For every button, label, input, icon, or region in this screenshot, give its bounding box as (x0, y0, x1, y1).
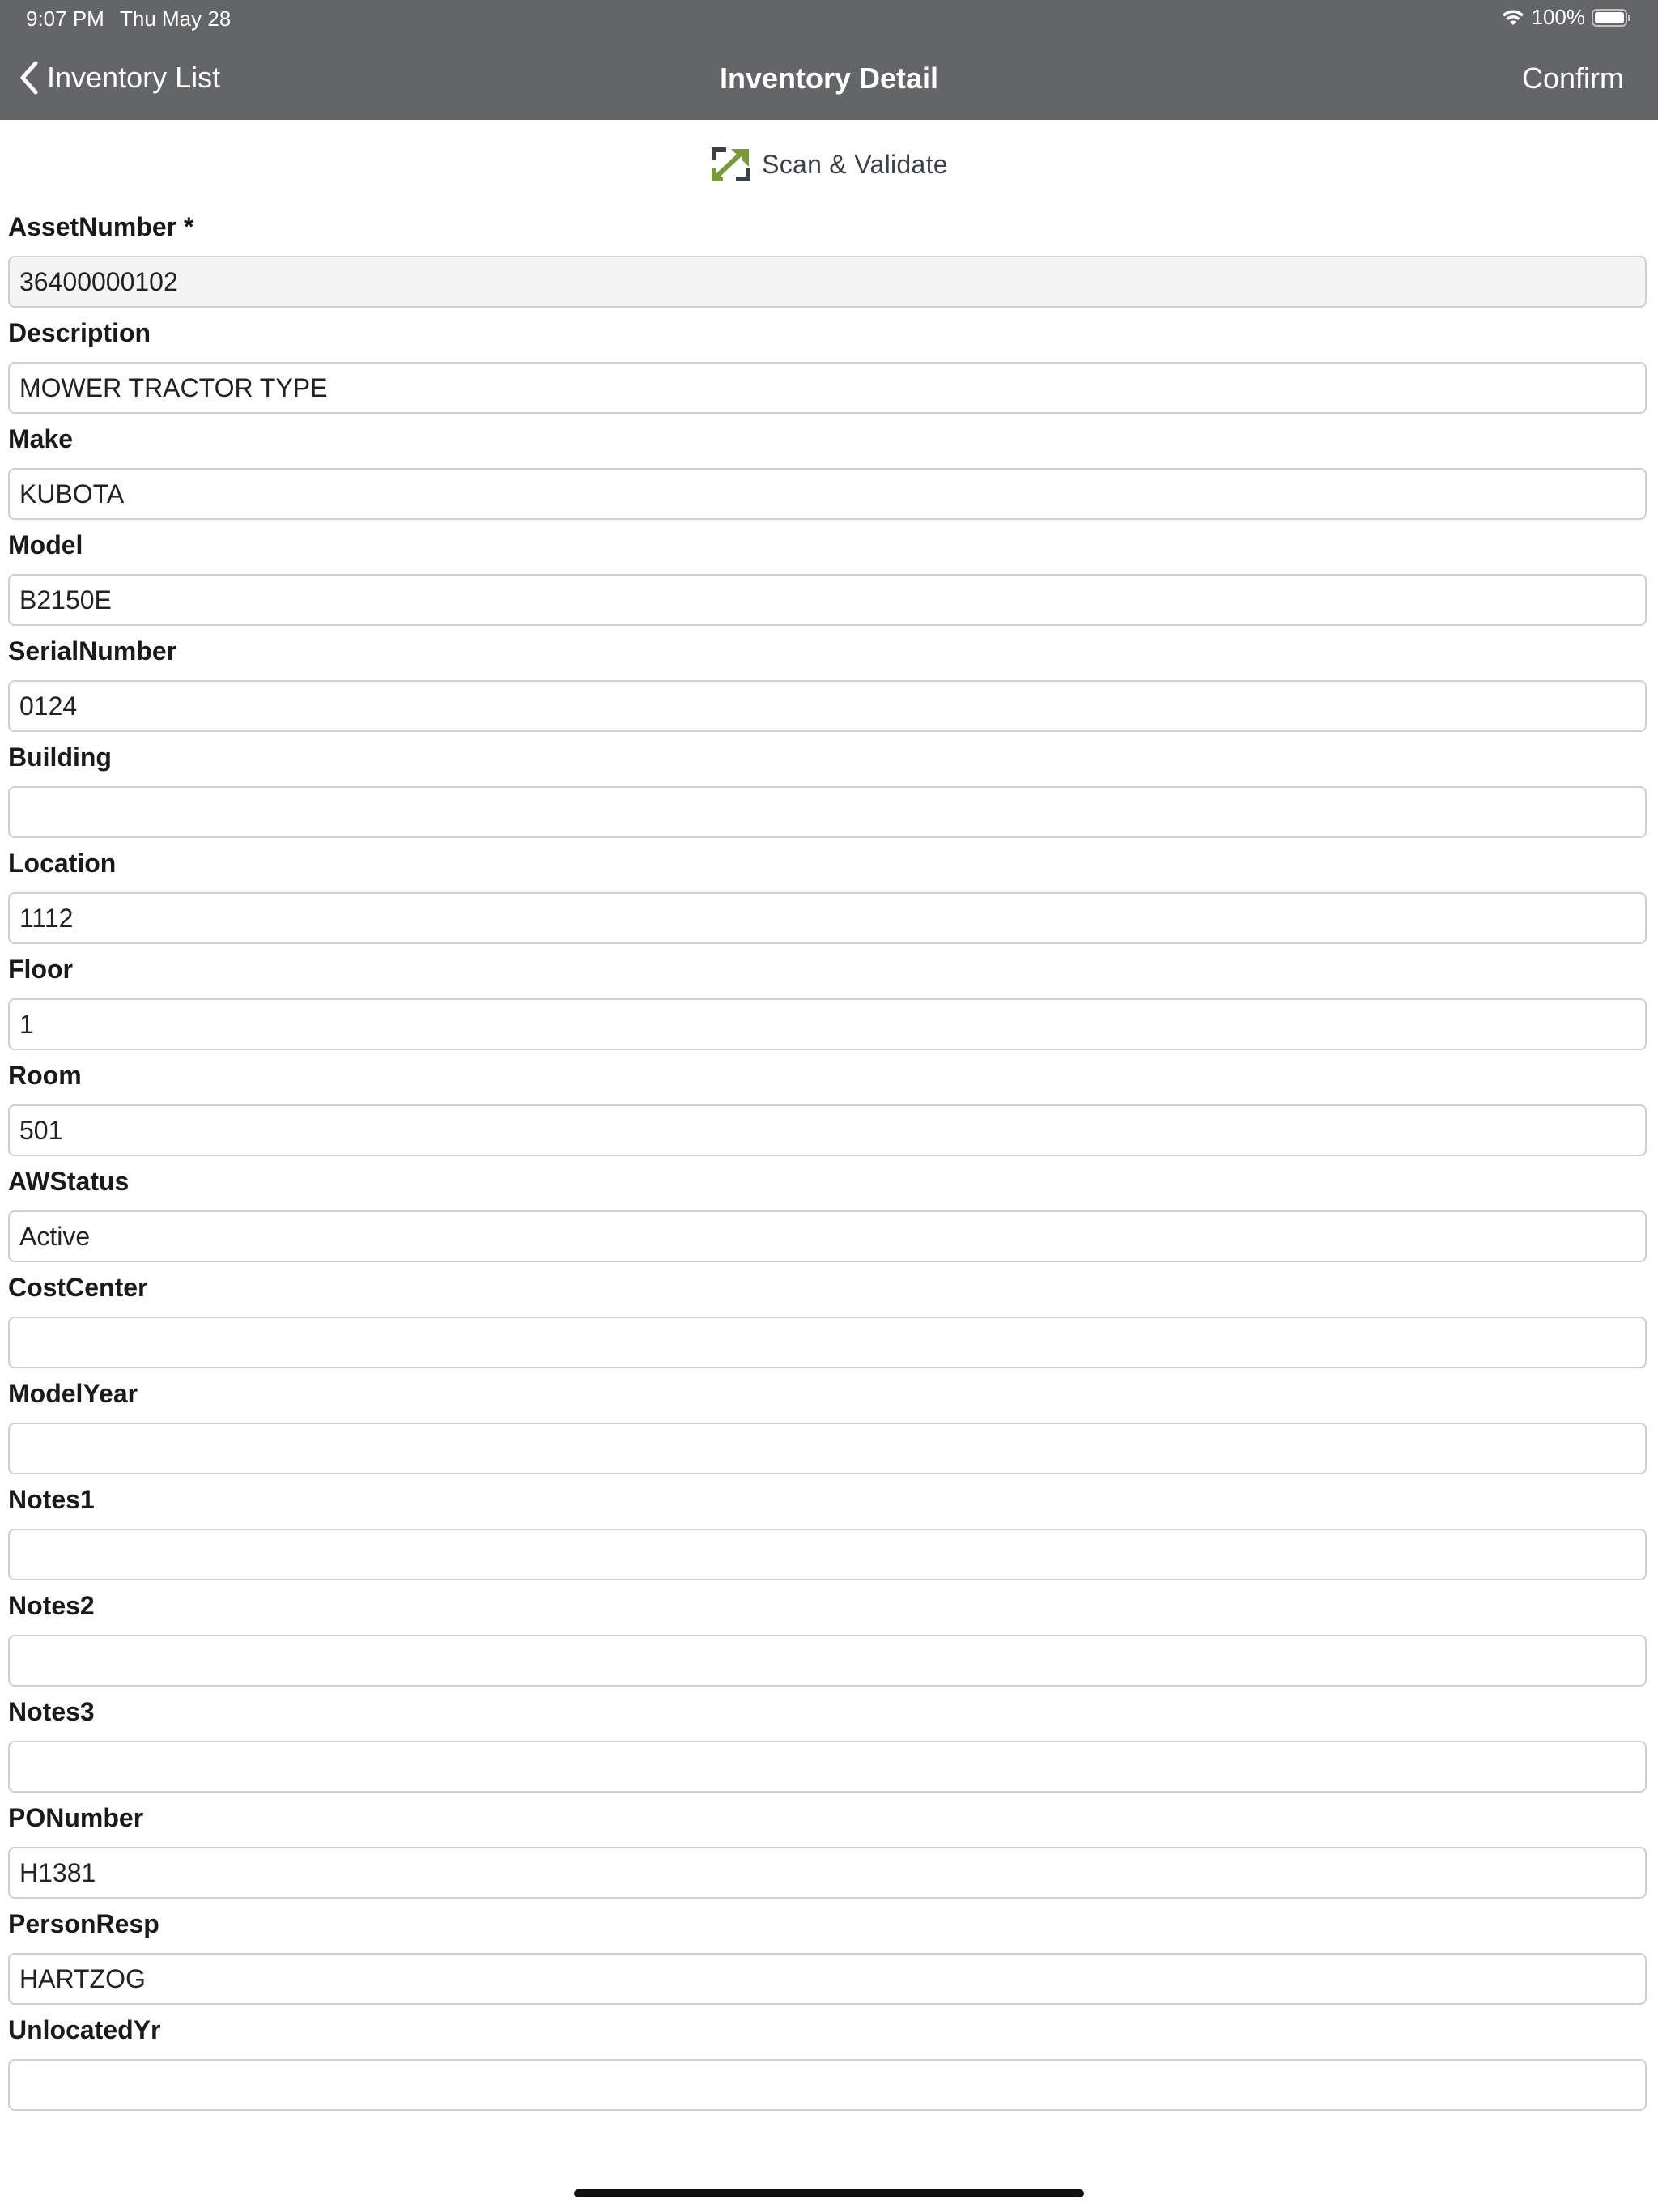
back-button-label: Inventory List (47, 61, 221, 94)
field-label-model: Model (8, 530, 83, 559)
field-modelyear (8, 1379, 1648, 1485)
field-label-ponumber: PONumber (8, 1803, 144, 1832)
field-description (8, 318, 1648, 424)
field-ponumber (8, 1803, 1648, 1909)
confirm-button[interactable]: Confirm (1521, 62, 1624, 95)
field-label-make: Make (8, 424, 74, 453)
wifi-icon (1501, 8, 1525, 28)
home-indicator[interactable] (574, 2189, 1084, 2197)
header (0, 0, 1658, 120)
field-label-assetnumber: AssetNumber * (8, 212, 194, 241)
location-input[interactable] (8, 892, 1647, 944)
field-make (8, 424, 1648, 530)
field-awstatus (8, 1167, 1648, 1273)
battery-percent: 100% (1531, 5, 1585, 29)
field-notes1 (8, 1485, 1648, 1591)
nav-bar (0, 37, 1658, 120)
field-floor (8, 955, 1648, 1061)
field-label-modelyear: ModelYear (8, 1379, 138, 1408)
scan-validate-logo-icon (710, 146, 752, 183)
field-label-notes2: Notes2 (8, 1591, 95, 1620)
field-label-awstatus: AWStatus (8, 1167, 130, 1196)
field-label-description: Description (8, 318, 151, 347)
field-label-personresp: PersonResp (8, 1909, 159, 1938)
serialnumber-input[interactable] (8, 680, 1647, 732)
personresp-input[interactable] (8, 1953, 1647, 2005)
field-personresp (8, 1909, 1648, 2015)
make-input[interactable] (8, 468, 1647, 520)
costcenter-input[interactable] (8, 1317, 1647, 1368)
floor-input[interactable] (8, 998, 1647, 1050)
awstatus-input[interactable] (8, 1210, 1647, 1262)
field-label-unlocatedyr: UnlocatedYr (8, 2015, 161, 2044)
model-input[interactable] (8, 574, 1647, 626)
logo-text: Scan & Validate (762, 149, 948, 179)
field-unlocatedyr (8, 2015, 1648, 2121)
field-label-floor: Floor (8, 955, 73, 984)
battery-icon (1592, 8, 1632, 28)
field-costcenter (8, 1273, 1648, 1379)
field-label-location: Location (8, 849, 117, 878)
modelyear-input[interactable] (8, 1423, 1647, 1474)
field-label-notes1: Notes1 (8, 1485, 95, 1514)
field-label-notes3: Notes3 (8, 1697, 95, 1726)
room-input[interactable] (8, 1104, 1647, 1156)
field-label-serialnumber: SerialNumber (8, 636, 177, 666)
notes2-input[interactable] (8, 1635, 1647, 1687)
building-input[interactable] (8, 786, 1647, 838)
field-label-room: Room (8, 1061, 82, 1090)
ponumber-input[interactable] (8, 1847, 1647, 1899)
notes1-input[interactable] (8, 1529, 1647, 1580)
field-assetnumber (8, 212, 1648, 318)
field-notes2 (8, 1591, 1648, 1697)
assetnumber-input[interactable] (8, 256, 1647, 308)
field-serialnumber (8, 636, 1648, 742)
page-title: Inventory Detail (719, 62, 939, 95)
description-input[interactable] (8, 362, 1647, 414)
unlocatedyr-input[interactable] (8, 2059, 1647, 2111)
field-building (8, 742, 1648, 849)
field-room (8, 1061, 1648, 1167)
field-model (8, 530, 1648, 636)
status-time: 9:07 PM (26, 6, 104, 31)
status-date: Thu May 28 (120, 6, 232, 31)
field-label-building: Building (8, 742, 112, 772)
field-notes3 (8, 1697, 1648, 1803)
notes3-input[interactable] (8, 1741, 1647, 1793)
status-bar (0, 0, 1658, 37)
app-logo (0, 146, 1658, 183)
field-location (8, 849, 1648, 955)
status-indicators (1501, 5, 1633, 30)
inventory-form (8, 212, 1648, 2121)
field-label-costcenter: CostCenter (8, 1273, 148, 1302)
